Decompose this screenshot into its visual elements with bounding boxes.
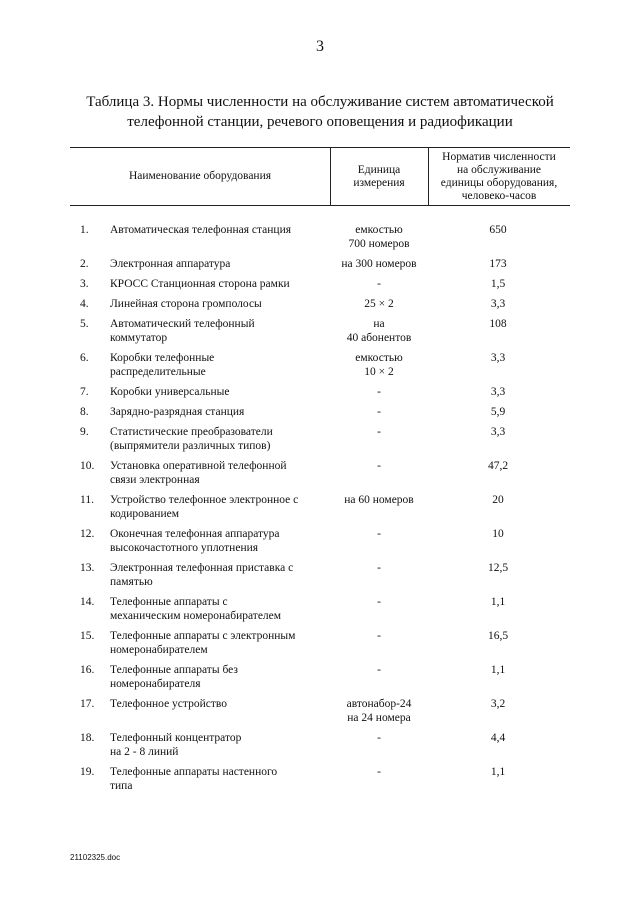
measurement-unit-text: 40 абонентов — [346, 332, 412, 344]
row-number-text: 4. — [80, 298, 89, 310]
row-number — [70, 697, 108, 725]
measurement-unit — [330, 731, 428, 759]
row-number — [70, 297, 108, 311]
equipment-name-text: Оконечная телефонная аппаратура — [110, 528, 280, 540]
labor-norm-text: 1,1 — [490, 664, 506, 676]
table-row — [70, 731, 570, 759]
header-unit — [330, 148, 428, 205]
equipment-name-text: типа — [110, 780, 133, 792]
header-unit-line-2: измерения — [353, 176, 405, 189]
equipment-name-text: механическим номеронабирателем — [110, 610, 282, 622]
equipment-name — [108, 697, 330, 725]
equipment-name-text: Электронная телефонная приставка с — [110, 562, 294, 574]
equipment-name-text: коммутатор — [110, 332, 168, 344]
row-number-text: 11. — [80, 494, 94, 506]
row-number-text: 17. — [80, 698, 95, 710]
labor-norm-text: 650 — [489, 224, 507, 236]
page-number: 3 — [316, 38, 324, 55]
equipment-name-text: Телефонные аппараты с электронным — [110, 630, 296, 642]
measurement-unit-text: - — [377, 278, 381, 290]
measurement-unit — [330, 493, 428, 521]
table-row — [70, 527, 570, 555]
equipment-name — [108, 385, 330, 399]
equipment-name — [108, 493, 330, 521]
header-unit-line-1: Единица — [357, 163, 401, 176]
equipment-name-text: Устройство телефонное электронное с — [110, 494, 299, 506]
row-number-text: 9. — [80, 426, 89, 438]
header-name: Наименование оборудования — [128, 170, 272, 182]
table-row — [70, 405, 570, 419]
labor-norm-text: 3,2 — [490, 698, 506, 710]
measurement-unit-text: автонабор-24 — [346, 698, 412, 710]
row-number-text: 18. — [80, 732, 95, 744]
labor-norm — [428, 385, 568, 399]
measurement-unit-text: на 300 номеров — [341, 258, 417, 270]
measurement-unit — [330, 385, 428, 399]
measurement-unit-text: 10 × 2 — [364, 366, 394, 378]
table-row — [70, 595, 570, 623]
table-row — [70, 425, 570, 453]
equipment-name-text: Телефонные аппараты без — [110, 664, 238, 676]
row-number-text: 1. — [80, 224, 89, 236]
row-number — [70, 223, 108, 251]
measurement-unit-text: на 24 номера — [347, 712, 411, 724]
labor-norm — [428, 697, 568, 725]
measurement-unit-text: - — [377, 426, 381, 438]
table-row — [70, 629, 570, 657]
row-number — [70, 459, 108, 487]
measurement-unit-text: - — [377, 596, 381, 608]
row-number-text: 8. — [80, 406, 89, 418]
table-row — [70, 663, 570, 691]
labor-norm — [428, 459, 568, 487]
labor-norm — [428, 405, 568, 419]
equipment-name — [108, 351, 330, 379]
measurement-unit — [330, 629, 428, 657]
row-number-text: 16. — [80, 664, 95, 676]
equipment-name-text: на 2 - 8 линий — [110, 746, 179, 758]
equipment-name-text: Установка оперативной телефонной — [110, 460, 287, 472]
table-header — [70, 147, 570, 206]
measurement-unit — [330, 595, 428, 623]
measurement-unit — [330, 425, 428, 453]
labor-norm — [428, 731, 568, 759]
row-number-text: 5. — [80, 318, 89, 330]
measurement-unit — [330, 223, 428, 251]
equipment-name — [108, 731, 330, 759]
measurement-unit — [330, 257, 428, 271]
table-body — [70, 223, 570, 793]
measurement-unit-text: - — [377, 562, 381, 574]
labor-norm-text: 20 — [492, 494, 504, 506]
labor-norm — [428, 663, 568, 691]
equipment-name-text: Телефонные аппараты с — [110, 596, 228, 608]
table-row — [70, 351, 570, 379]
row-number — [70, 765, 108, 793]
labor-norm-text: 5,9 — [490, 406, 506, 418]
table-row — [70, 317, 570, 345]
row-number-text: 3. — [80, 278, 89, 290]
equipment-name — [108, 629, 330, 657]
labor-norm-text: 10 — [492, 528, 504, 540]
table-row — [70, 223, 570, 251]
file-name-footer: 21102325.doc — [70, 853, 121, 862]
measurement-unit-text: - — [377, 386, 381, 398]
row-number — [70, 425, 108, 453]
header-norm-line-1: Норматив численности — [442, 150, 556, 163]
measurement-unit — [330, 351, 428, 379]
labor-norm — [428, 527, 568, 555]
labor-norm — [428, 425, 568, 453]
table-title-line-1: Таблица 3. Нормы численности на обслуживание систем автоматической — [86, 94, 554, 110]
measurement-unit-text: 700 номеров — [348, 238, 410, 250]
equipment-name-text: Коробки универсальные — [110, 386, 230, 398]
equipment-name — [108, 595, 330, 623]
equipment-name-text: Телефонное устройство — [110, 698, 227, 710]
equipment-name-text: номеронабирателя — [110, 678, 201, 690]
row-number — [70, 351, 108, 379]
row-number — [70, 405, 108, 419]
table-row — [70, 697, 570, 725]
labor-norm — [428, 765, 568, 793]
table-title-line-2: телефонной станции, речевого оповещения и радиофикации — [127, 114, 513, 130]
equipment-name — [108, 561, 330, 589]
equipment-name — [108, 405, 330, 419]
table-row — [70, 257, 570, 271]
equipment-name — [108, 277, 330, 291]
row-number — [70, 257, 108, 271]
labor-norm — [428, 297, 568, 311]
equipment-name — [108, 527, 330, 555]
labor-norm-text: 1,1 — [490, 596, 506, 608]
labor-norm — [428, 561, 568, 589]
row-number-text: 15. — [80, 630, 95, 642]
equipment-name-text: КРОСС Станционная сторона рамки — [110, 278, 290, 290]
equipment-name-text: номеронабирателем — [110, 644, 208, 656]
measurement-unit-text: - — [377, 630, 381, 642]
equipment-name — [108, 297, 330, 311]
equipment-name-text: Автоматическая телефонная станция — [110, 224, 292, 236]
row-number-text: 7. — [80, 386, 89, 398]
equipment-name-text: высокочастотного уплотнения — [110, 542, 259, 554]
measurement-unit-text: 25 × 2 — [364, 298, 394, 310]
labor-norm-text: 47,2 — [487, 460, 509, 472]
header-norm-line-3: единицы оборудования, — [440, 176, 558, 189]
row-number-text: 6. — [80, 352, 89, 364]
row-number-text: 14. — [80, 596, 95, 608]
equipment-name-text: распределительные — [110, 366, 206, 378]
labor-norm — [428, 277, 568, 291]
row-number — [70, 493, 108, 521]
table-title — [60, 92, 580, 132]
labor-norm — [428, 351, 568, 379]
row-number-text: 19. — [80, 766, 95, 778]
table-row — [70, 493, 570, 521]
labor-norm-text: 108 — [489, 318, 507, 330]
labor-norm — [428, 629, 568, 657]
equipment-name-text: Электронная аппаратура — [110, 258, 231, 270]
header-norm — [428, 148, 570, 205]
norms-table — [70, 147, 570, 799]
labor-norm — [428, 257, 568, 271]
measurement-unit — [330, 527, 428, 555]
equipment-name-text: Коробки телефонные — [110, 352, 215, 364]
row-number — [70, 629, 108, 657]
equipment-name-text: Автоматический телефонный — [110, 318, 255, 330]
measurement-unit — [330, 297, 428, 311]
equipment-name — [108, 223, 330, 251]
labor-norm — [428, 493, 568, 521]
table-row — [70, 561, 570, 589]
measurement-unit — [330, 405, 428, 419]
labor-norm-text: 3,3 — [490, 352, 506, 364]
measurement-unit — [330, 459, 428, 487]
labor-norm-text: 12,5 — [487, 562, 509, 574]
labor-norm-text: 1,5 — [490, 278, 506, 290]
measurement-unit — [330, 277, 428, 291]
row-number — [70, 385, 108, 399]
labor-norm-text: 3,3 — [490, 298, 506, 310]
row-number — [70, 731, 108, 759]
equipment-name — [108, 425, 330, 453]
measurement-unit — [330, 561, 428, 589]
measurement-unit-text: на 60 номеров — [344, 494, 414, 506]
row-number — [70, 663, 108, 691]
row-number — [70, 595, 108, 623]
measurement-unit-text: на — [373, 318, 385, 330]
measurement-unit-text: - — [377, 528, 381, 540]
header-norm-line-2: на обслуживание — [456, 163, 542, 176]
row-number — [70, 317, 108, 345]
equipment-name — [108, 663, 330, 691]
equipment-name-text: (выпрямители различных типов) — [110, 440, 271, 452]
table-row — [70, 385, 570, 399]
measurement-unit-text: емкостью — [355, 352, 403, 364]
row-number — [70, 527, 108, 555]
equipment-name-text: Телефонный концентратор — [110, 732, 242, 744]
equipment-name — [108, 257, 330, 271]
measurement-unit-text: - — [377, 460, 381, 472]
equipment-name — [108, 459, 330, 487]
equipment-name-text: кодированием — [110, 508, 179, 520]
row-number-text: 12. — [80, 528, 95, 540]
equipment-name — [108, 317, 330, 345]
measurement-unit-text: - — [377, 732, 381, 744]
table-row — [70, 297, 570, 311]
labor-norm — [428, 317, 568, 345]
measurement-unit-text: емкостью — [355, 224, 403, 236]
table-row — [70, 277, 570, 291]
equipment-name — [108, 765, 330, 793]
row-number-text: 2. — [80, 258, 89, 270]
labor-norm-text: 173 — [489, 258, 507, 270]
table-row — [70, 459, 570, 487]
table-row — [70, 765, 570, 793]
labor-norm-text: 3,3 — [490, 426, 506, 438]
measurement-unit — [330, 765, 428, 793]
labor-norm-text: 4,4 — [490, 732, 506, 744]
equipment-name-text: Телефонные аппараты настенного — [110, 766, 278, 778]
row-number — [70, 561, 108, 589]
measurement-unit-text: - — [377, 406, 381, 418]
header-norm-line-4: человеко-часов — [461, 189, 537, 202]
labor-norm-text: 16,5 — [487, 630, 509, 642]
row-number — [70, 277, 108, 291]
labor-norm — [428, 223, 568, 251]
equipment-name-text: Статистические преобразователи — [110, 426, 273, 438]
equipment-name-text: Линейная сторона громполосы — [110, 298, 262, 310]
labor-norm-text: 1,1 — [490, 766, 506, 778]
measurement-unit-text: - — [377, 766, 381, 778]
row-number-text: 13. — [80, 562, 95, 574]
measurement-unit — [330, 317, 428, 345]
row-number-text: 10. — [80, 460, 95, 472]
measurement-unit-text: - — [377, 664, 381, 676]
measurement-unit — [330, 697, 428, 725]
equipment-name-text: памятью — [110, 576, 153, 588]
measurement-unit — [330, 663, 428, 691]
equipment-name-text: связи электронная — [110, 474, 200, 486]
labor-norm-text: 3,3 — [490, 386, 506, 398]
equipment-name-text: Зарядно-разрядная станция — [110, 406, 245, 418]
labor-norm — [428, 595, 568, 623]
